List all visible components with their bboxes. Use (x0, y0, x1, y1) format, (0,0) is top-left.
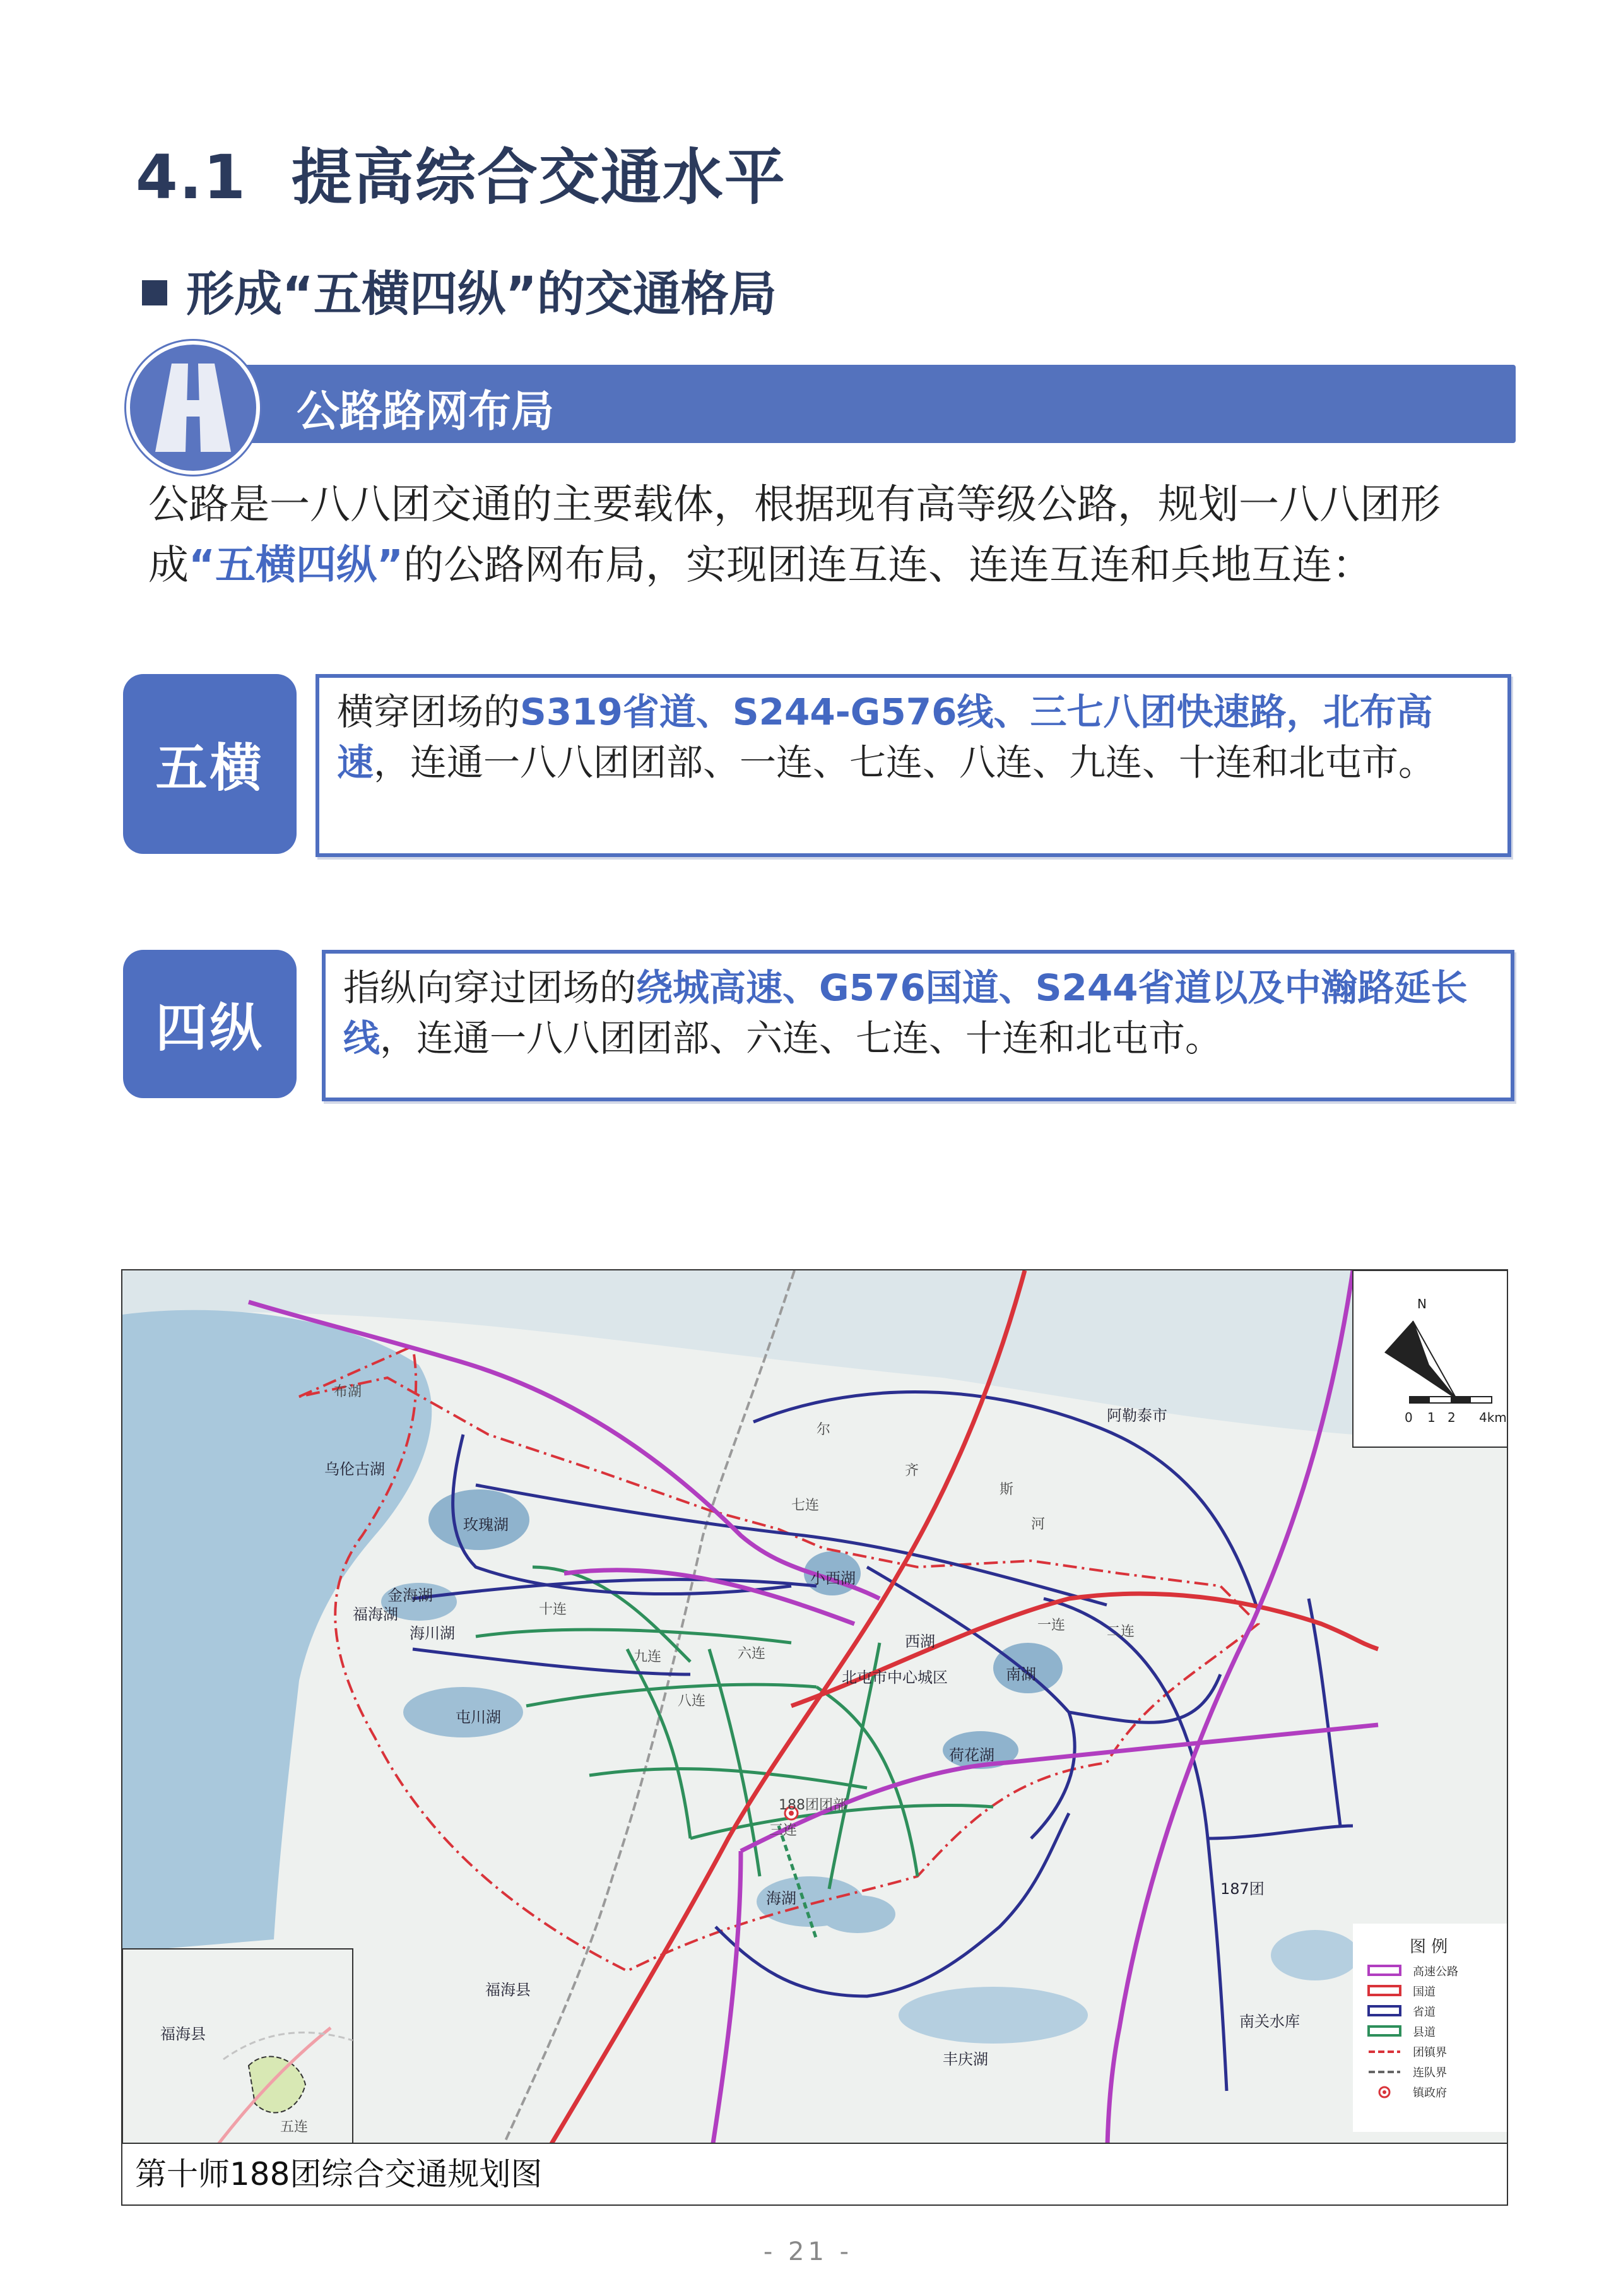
heading-title: 提高综合交通水平 (291, 142, 786, 213)
map-label-sanlian: 三连 (769, 1823, 798, 1838)
section-band-label: 公路路网布局 (297, 387, 555, 437)
scale-tick-2: 2 (1448, 1410, 1456, 1425)
map-canvas (122, 1270, 1508, 2206)
map-label-haichuan: 海川湖 (410, 1624, 455, 1642)
page-heading (136, 129, 786, 216)
sizong-post: ，连通一八八团团部、六连、七连、十连和北屯市。 (380, 1017, 1222, 1060)
heading-number: 4.1 (136, 142, 247, 213)
scale-tick-0: 0 (1405, 1410, 1413, 1425)
legend-label-5: 连队界 (1413, 2066, 1447, 2080)
sizong-pre: 指纵向穿过团场的 (343, 966, 637, 1009)
sub-heading-text: 形成“五横四纵”的交通格局 (186, 266, 777, 322)
map-label-bulunkou: 布湖 (334, 1384, 362, 1400)
map-label-qi: 齐 (905, 1463, 919, 1479)
map-label-erlian: 二连 (1107, 1624, 1135, 1640)
map-label-fuhaixian: 福海县 (485, 1981, 531, 1999)
map-label-he: 河 (1031, 1517, 1046, 1532)
intro-text-2: 的公路网布局，实现团连互连、连连互连和兵地互连： (403, 542, 1373, 589)
page-number: - 21 - (763, 2237, 853, 2266)
map-label-si: 斯 (1000, 1482, 1014, 1498)
legend-label-4: 团镇界 (1413, 2046, 1447, 2059)
square-bullet-icon (142, 280, 167, 305)
intro-paragraph (148, 475, 1511, 596)
map-label-liulian: 六连 (738, 1646, 766, 1662)
map-label-nanguan: 南关水库 (1239, 2013, 1300, 2030)
map-label-beitun-center: 北屯市中心城区 (842, 1669, 948, 1686)
legend-label-3: 县道 (1413, 2026, 1436, 2039)
legend-label-2: 省道 (1413, 2006, 1436, 2019)
intro-text-1: 公路是一八八团交通的主要载体，根据现有高等级公路，规划一八八团形成 (148, 482, 1441, 589)
intro-highlight: “五横四纵” (189, 542, 404, 589)
wuheng-box (316, 674, 1511, 857)
scale-tick-4km: 4km (1479, 1410, 1507, 1425)
map-label-balian: 八连 (678, 1693, 706, 1709)
map-label-jiulian: 九连 (634, 1649, 662, 1665)
map-label-xihu: 西湖 (905, 1633, 935, 1650)
map-label-er: 尔 (817, 1422, 831, 1438)
wuheng-tag: 五横 (123, 674, 297, 854)
map-label-altay: 阿勒泰市 (1107, 1407, 1167, 1424)
traffic-plan-map (121, 1269, 1508, 2206)
map-label-tuanbu: 188团团部 (779, 1797, 847, 1813)
north-label: N (1417, 1296, 1427, 1311)
map-label-hehua: 荷花湖 (949, 1746, 994, 1764)
map-label-shilian: 十连 (539, 1602, 567, 1618)
legend-label-0: 高速公路 (1413, 1965, 1458, 1979)
sizong-box (322, 950, 1514, 1101)
sub-heading (142, 256, 777, 324)
map-label-qilian: 七连 (791, 1498, 820, 1513)
sizong-tag: 四纵 (123, 950, 297, 1098)
inset-label-wulian: 五连 (280, 2119, 309, 2135)
sizong-highlight: 绕城高速、G576国道、S244省道以及中瀚路延长线 (343, 966, 1468, 1060)
legend-label-1: 国道 (1413, 1985, 1436, 1999)
map-label-187: 187团 (1220, 1880, 1265, 1898)
map-label-tunchuan: 屯川湖 (456, 1708, 501, 1726)
map-caption: 第十师188团综合交通规划图 (121, 2143, 1508, 2206)
legend-title: 图 例 (1410, 1938, 1448, 1956)
map-label-jinhai: 金海湖 (387, 1587, 433, 1604)
map-label-yilian: 一连 (1037, 1618, 1066, 1633)
wuheng-pre: 横穿团场的 (337, 690, 521, 733)
wuheng-post: ，连通一八八团团部、一连、七连、八连、九连、十连和北屯市。 (374, 741, 1436, 784)
map-label-xiaoxihu: 小西湖 (810, 1570, 856, 1587)
road-icon (126, 341, 260, 475)
map-label-fuhaihu: 福海湖 (353, 1606, 398, 1623)
inset-label-fuhai: 福海县 (160, 2025, 206, 2043)
map-label-nanhu: 南湖 (1006, 1666, 1036, 1683)
scale-tick-1: 1 (1427, 1410, 1436, 1425)
wuheng-highlight: S319省道、S244-G576线、三七八团快速路，北布高速 (337, 690, 1433, 784)
map-label-fengqing: 丰庆湖 (943, 2050, 988, 2068)
legend-label-6: 镇政府 (1413, 2086, 1447, 2100)
map-label-wulungu: 乌伦古湖 (324, 1460, 385, 1478)
map-label-dahai: 海湖 (766, 1890, 796, 1907)
map-label-meigui: 玫瑰湖 (463, 1516, 509, 1534)
